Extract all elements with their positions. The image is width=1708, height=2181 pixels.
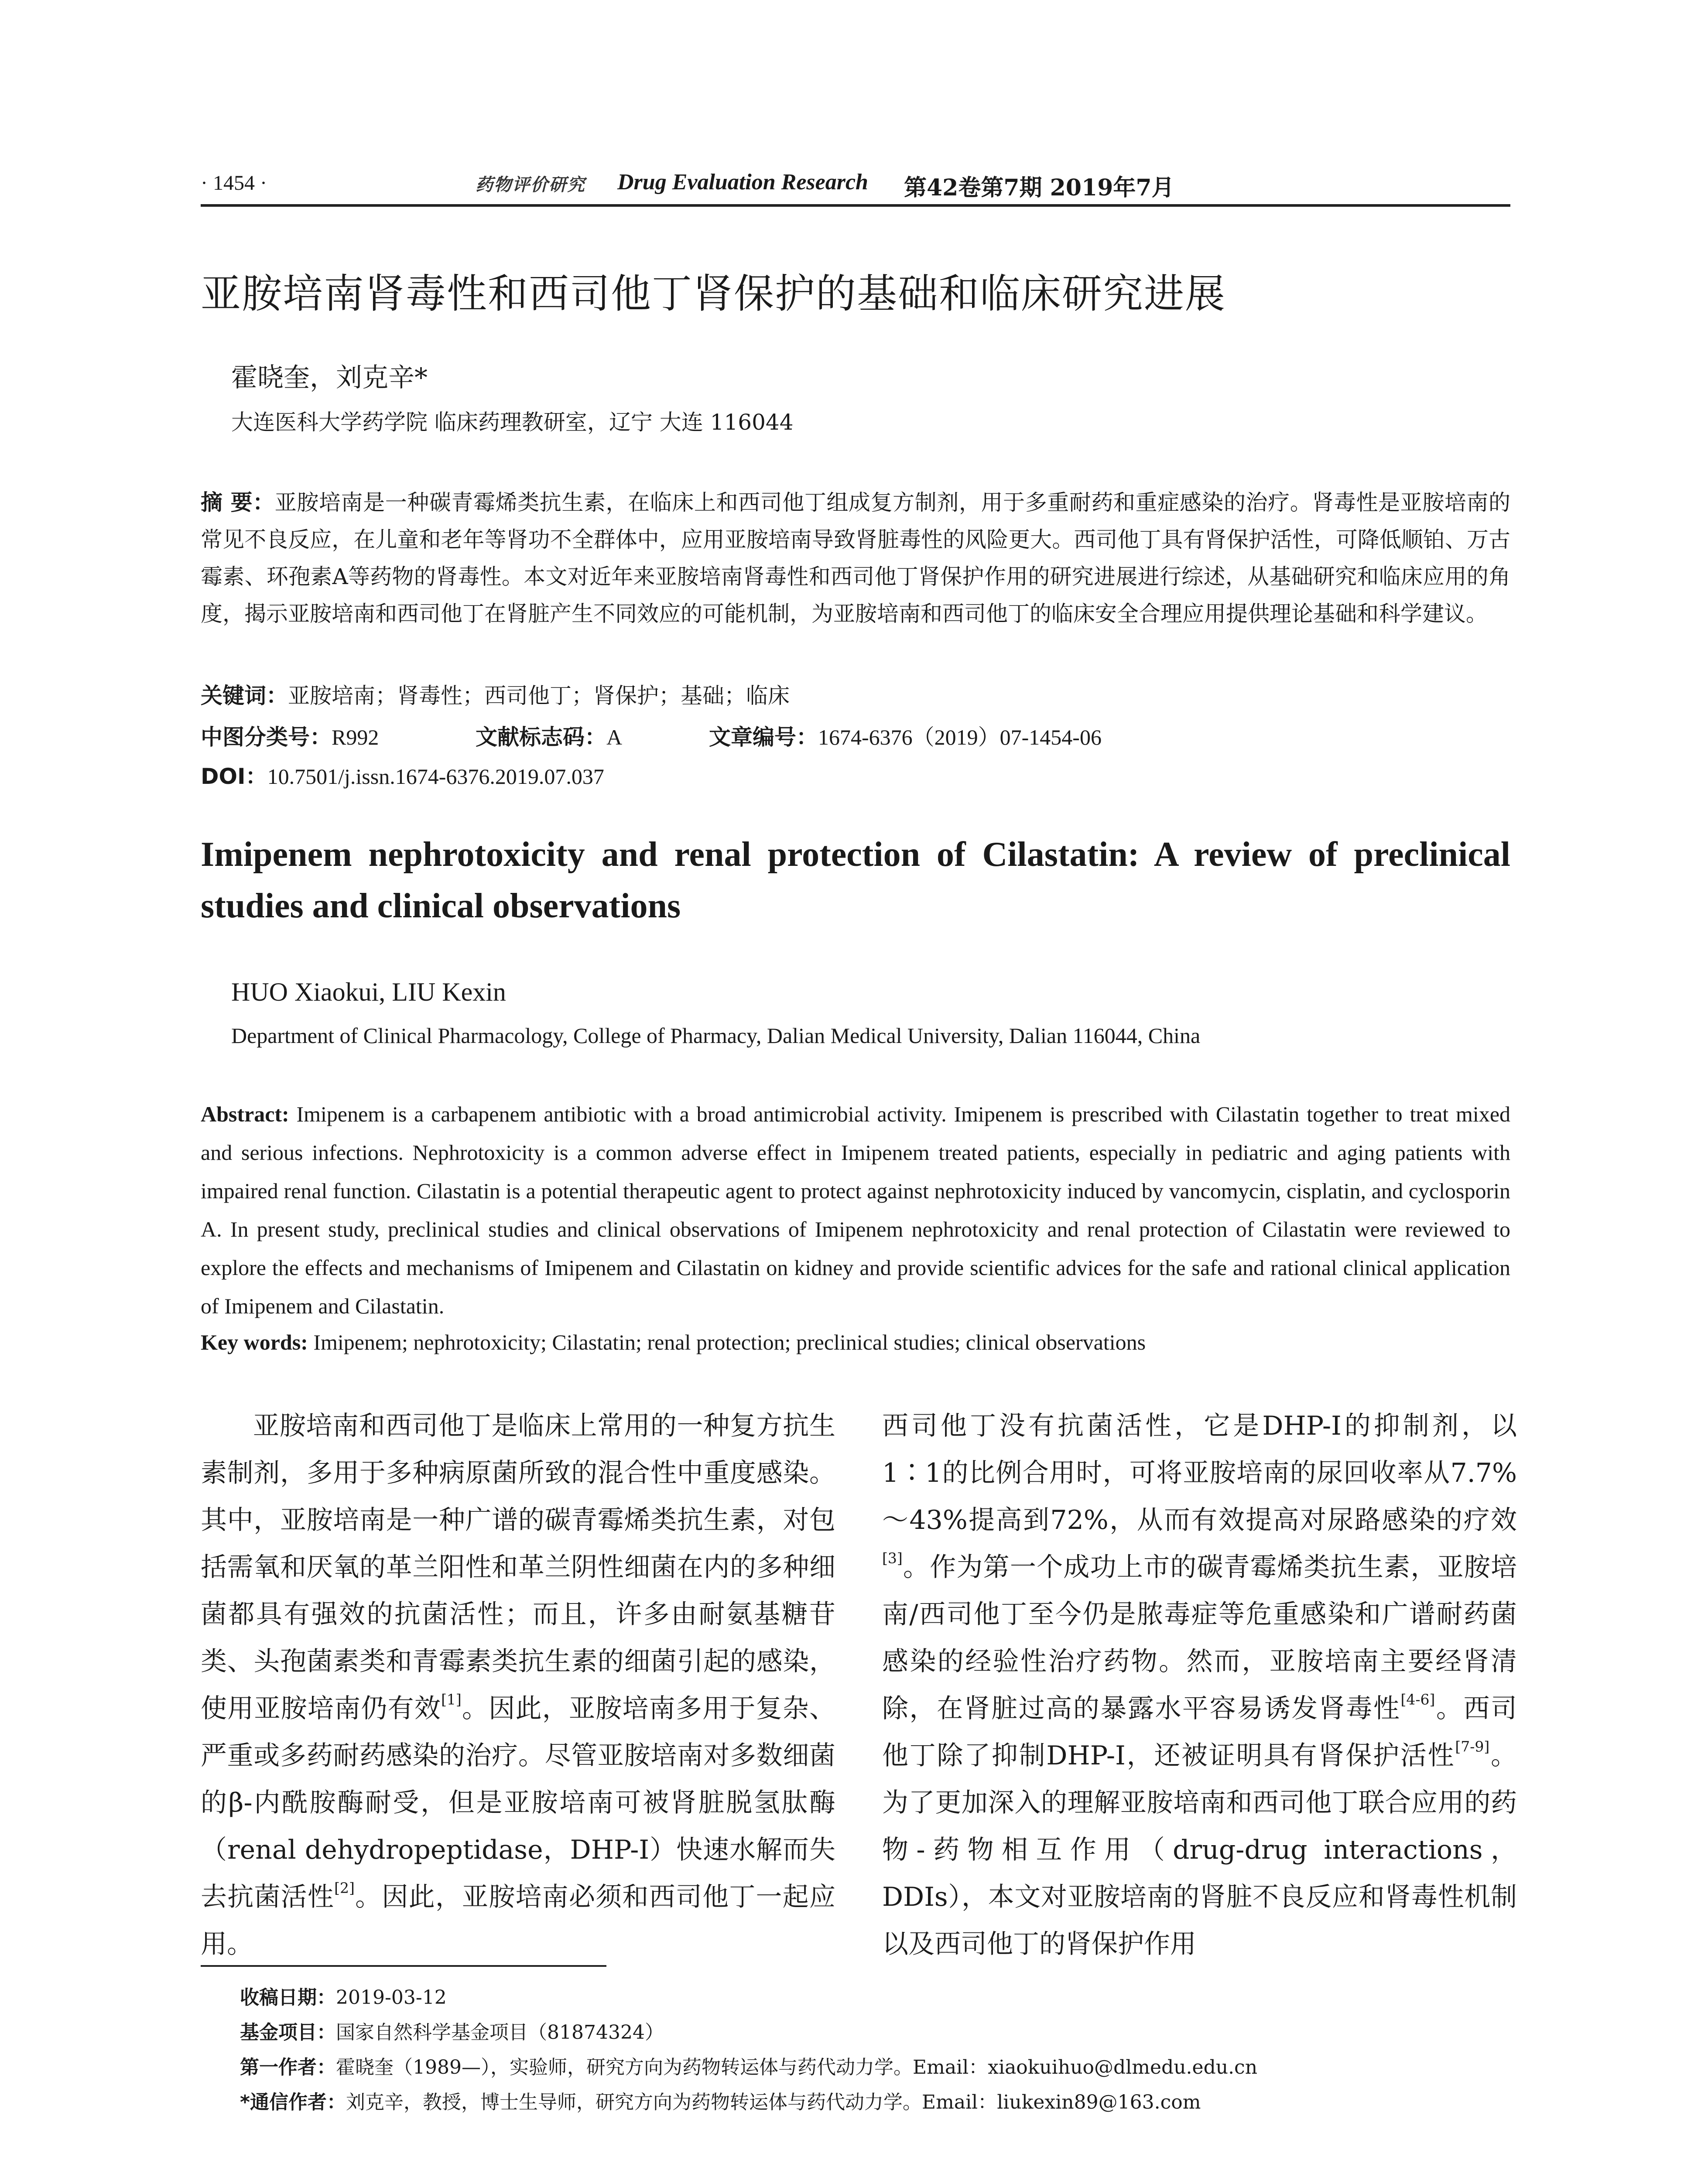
authors-en: HUO Xiaokui, LIU Kexin — [231, 978, 506, 1006]
citation: [2] — [334, 1879, 355, 1897]
page-number: · 1454 · — [201, 171, 267, 195]
title-en: Imipenem nephrotoxicity and renal protection of Cilastatin: A review of preclinical studies and clinical observations — [201, 835, 1510, 925]
footnote-rule — [201, 1965, 606, 1967]
body-column-left — [201, 1402, 835, 1968]
footnote-label: *通信作者： — [240, 2091, 346, 2113]
header-rule — [201, 204, 1510, 207]
footnote-value: 2019-03-12 — [336, 1986, 447, 2009]
doi — [201, 759, 604, 790]
affiliation-cn: 大连医科大学药学院 临床药理教研室，辽宁 大连 116044 — [231, 410, 794, 435]
keywords-cn-text: 亚胺培南；肾毒性；西司他丁；肾保护；基础；临床 — [288, 683, 790, 708]
doc-code — [476, 720, 622, 751]
abstract-en — [201, 1095, 1510, 1325]
footnote-label: 收稿日期： — [240, 1986, 336, 2009]
footnote-fund — [240, 2015, 1505, 2050]
citation: [4-6] — [1400, 1691, 1435, 1708]
journal-name: Drug Evaluation Research — [617, 170, 868, 195]
abstract-cn-text: 亚胺培南是一种碳青霉烯类抗生素，在临床上和西司他丁组成复方制剂，用于多重耐药和重症感染的治疗。肾毒性是亚胺培南的常见不良反应，在儿童和老年等肾功不全群体中，应用亚胺培南导致肾脏毒性的风险更大。西司他丁具有肾保护活性，可降低顺铂、万古霉素、环孢素A等药物的肾毒性。本文对近年来亚胺培南肾毒性和西司他丁肾保护作用的研究进展进行综述，从基础研究和临床应用的角度，揭示亚胺培南和西司他丁在肾脏产生不同效应的可能机制，为亚胺培南和西司他丁的临床安全合理应用提供理论基础和科学建议。 — [201, 490, 1510, 626]
clc-label: 中图分类号： — [201, 725, 332, 750]
clc-number — [201, 720, 379, 751]
article-label: 文章编号： — [709, 725, 818, 750]
keywords-cn — [201, 678, 790, 710]
keywords-en-label: Key words: — [201, 1330, 308, 1354]
footnote-corresponding — [240, 2085, 1505, 2120]
body-text: 西司他丁没有抗菌活性，它是DHP-I的抑制剂，以1∶1的比例合用时，可将亚胺培南的尿回收率从7.7%～43%提高到72%，从而有效提高对尿路感染的疗效 — [882, 1411, 1517, 1535]
footnote-first-author — [240, 2050, 1505, 2085]
abstract-cn-label: 摘 要： — [201, 490, 275, 515]
title-cn: 亚胺培南肾毒性和西司他丁肾保护的基础和临床研究进展 — [201, 270, 1226, 317]
footnote-label: 基金项目： — [240, 2021, 336, 2044]
body-text: 。作为第一个成功上市的碳青霉烯类抗生素，亚胺培南/西司他丁至今仍是脓毒症等危重感染和广谱耐药菌感染的经验性治疗药物。然而，亚胺培南主要经肾清除，在肾脏过高的暴露水平容易诱发肾毒性 — [882, 1552, 1517, 1724]
journal-logo: 药物评价研究 — [476, 174, 585, 195]
doi-label: DOI： — [201, 764, 267, 789]
footnote-received — [240, 1980, 1505, 2015]
body-paragraph — [201, 1402, 835, 1968]
article-value: 1674-6376（2019）07-1454-06 — [818, 725, 1102, 749]
body-text: 。西司他丁除了抑制DHP-I，还被证明具有肾保护活性 — [882, 1693, 1517, 1771]
citation: [1] — [441, 1691, 462, 1708]
issue-info: 第42卷第7期 2019年7月 — [904, 174, 1174, 201]
footnote-value: 国家自然科学基金项目（81874324） — [336, 2021, 664, 2044]
body-paragraph — [882, 1402, 1517, 1968]
body-column-right — [882, 1402, 1517, 1968]
abstract-en-label: Abstract: — [201, 1102, 289, 1126]
footnote-value: 霍晓奎（1989—），实验师，研究方向为药物转运体与药代动力学。Email：xiaokuihuo@dlmedu.edu.cn — [336, 2056, 1258, 2078]
abstract-cn — [201, 484, 1510, 632]
body-text: 。因此，亚胺培南必须和西司他丁一起应用。 — [201, 1882, 836, 1959]
authors-cn: 霍晓奎，刘克辛* — [231, 362, 428, 393]
abstract-en-text: Imipenem is a carbapenem antibiotic with a broad antimicrobial activity. Imipenem is prescribed with Cilastatin together to treat mixed and serious infections. Nephrotoxicity is a common adverse effect in Imipenem treated patients, especially in pediatric and aging patients with impaired renal function. Cilastatin is a potential therapeutic agent to protect against nephrotoxicity induced by vancomycin, cisplatin, and cyclosporin A. In present study, preclinical studies and clinical observations of Imipenem nephrotoxicity and renal protection of Cilastatin were reviewed to explore the effects and mechanisms of Imipenem and Cilastatin on kidney and provide scientific advices for the safe and rational clinical application of Imipenem and Cilastatin. — [201, 1102, 1511, 1318]
clc-value: R992 — [332, 725, 379, 749]
keywords-en — [201, 1330, 1146, 1355]
body-text: 亚胺培南和西司他丁是临床上常用的一种复方抗生素制剂，多用于多种病原菌所致的混合性中重度感染。其中，亚胺培南是一种广谱的碳青霉烯类抗生素，对包括需氧和厌氧的革兰阳性和革兰阴性细菌在内的多种细菌都具有强效的抗菌活性；而且，许多由耐氨基糖苷类、头孢菌素类和青霉素类抗生素的细菌引起的感染，使用亚胺培南仍有效 — [201, 1411, 835, 1724]
body-text: 。为了更加深入的理解亚胺培南和西司他丁联合应用的药物-药物相互作用（drug-drug interactions，DDIs），本文对亚胺培南的肾脏不良反应和肾毒性机制以及西司他丁的肾保护作用 — [882, 1740, 1517, 1959]
citation: [3] — [882, 1549, 903, 1567]
doi-value: 10.7501/j.issn.1674-6376.2019.07.037 — [267, 764, 604, 789]
keywords-en-text: Imipenem; nephrotoxicity; Cilastatin; renal protection; preclinical studies; clinical observations — [313, 1330, 1146, 1354]
doc-label: 文献标志码： — [476, 725, 606, 750]
affiliation-en: Department of Clinical Pharmacology, College of Pharmacy, Dalian Medical University, Dalian 116044, China — [231, 1023, 1201, 1048]
keywords-cn-label: 关键词： — [201, 683, 288, 708]
footnotes — [240, 1980, 1505, 2120]
citation: [7-9] — [1455, 1738, 1490, 1755]
footnote-value: 刘克辛，教授，博士生导师，研究方向为药物转运体与药代动力学。Email：liukexin89@163.com — [346, 2091, 1201, 2113]
body-text: 。因此，亚胺培南多用于复杂、严重或多药耐药感染的治疗。尽管亚胺培南对多数细菌的β-内酰胺酶耐受，但是亚胺培南可被肾脏脱氢肽酶（renal dehydropeptidase，DHP-I）快速水解而失去抗菌活性 — [201, 1693, 836, 1912]
doc-value: A — [606, 725, 623, 749]
footnote-label: 第一作者： — [240, 2056, 336, 2078]
article-number — [709, 720, 1102, 751]
